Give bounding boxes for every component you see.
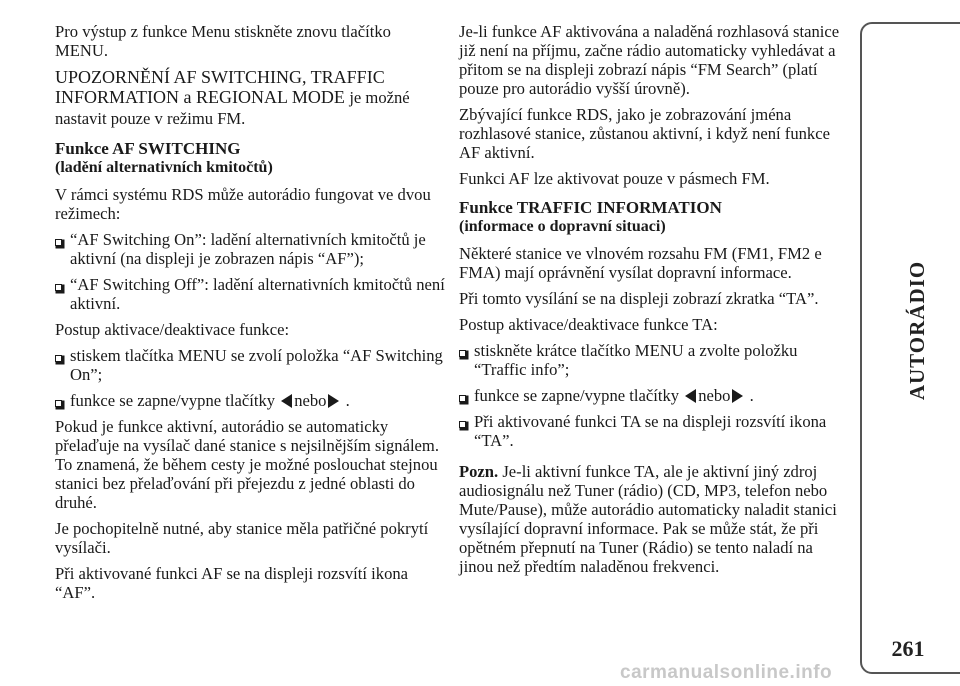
heading-title: Funkce AF SWITCHING: [55, 139, 241, 158]
right-triangle-icon: [328, 394, 339, 408]
section-tab-label: [898, 230, 938, 430]
checkbox-square-icon: [459, 345, 469, 355]
checkbox-square-icon: [459, 416, 469, 426]
right-triangle-icon: [732, 389, 743, 403]
list-item-end: .: [749, 386, 754, 405]
list-item: [55, 275, 447, 313]
ta-display-paragraph: Při tomto vysílání se na displeji zobrazí zkratka “TA”.: [459, 289, 819, 308]
list-item: [459, 412, 844, 450]
list-item: [459, 386, 844, 405]
traffic-info-heading: [459, 198, 844, 236]
checkbox-square-icon: [55, 234, 65, 244]
coverage-paragraph: Je pochopitelně nutné, aby stanice měla patřičné pokrytí vysílači.: [55, 519, 429, 557]
note-text: Je-li aktivní funkce TA, ale je aktivní jiný zdroj audiosignálu než Tuner (rádio) (CD, MP3, telefon nebo Mute/Pause), může autorádio automaticky naladit stanici vysílající dopravní informace. Pak se může stát, že při opětném přepnutí na Tuner (Rádio) se tento naladí na jinou než předtím naladěnou frekvenci.: [459, 462, 837, 576]
left-column: [55, 22, 447, 609]
list-item-text: stiskněte krátce tlačítko MENU a zvolte položku “Traffic info”;: [474, 341, 798, 379]
heading-subtitle: (informace o dopravní situaci): [459, 218, 666, 235]
or-text: nebo: [294, 391, 327, 410]
checkbox-square-icon: [55, 279, 65, 289]
rds-remaining-paragraph: Zbývající funkce RDS, jako je zobrazování jména rozhlasové stanice, zůstanou aktivní, i když není funkce AF aktivní.: [459, 105, 830, 162]
watermark: carmanualsonline.info: [620, 662, 833, 683]
list-item-text: “AF Switching On”: ladění alternativních kmitočtů je aktivní (na displeji je zobrazen nápis “AF”);: [70, 230, 426, 268]
ta-procedure-paragraph: Postup aktivace/deaktivace funkce TA:: [459, 315, 718, 334]
auto-retune-paragraph: Pokud je funkce aktivní, autorádio se automaticky přelaďuje na vysílač dané stanice s nejsilnějším signálem. To znamená, že během cesty je možné poslouchat stejnou stanici bez přelaďování při přejezdu z jedné oblasti do druhé.: [55, 417, 439, 512]
list-item-text: funkce se zapne/vypne tlačítky: [70, 391, 276, 410]
checkbox-square-icon: [459, 390, 469, 400]
af-icon-paragraph: Při aktivované funkci AF se na displeji rozsvítí ikona “AF”.: [55, 564, 409, 602]
stations-paragraph: Některé stanice ve vlnovém rozsahu FM (FM1, FM2 e FMA) mají oprávnění vysílat dopravní informace.: [459, 244, 822, 282]
page-number: 261: [891, 636, 925, 661]
list-item: [55, 346, 447, 384]
fm-search-paragraph: Je-li funkce AF aktivována a naladěná rozhlasová stanice již není na příjmu, začne rádio automaticky vyhledávat a přitom se na displeji zobrazí nápis “FM Search” (platí pouze pro autorádio vyšší úrovně).: [459, 22, 840, 98]
list-item-text: funkce se zapne/vypne tlačítky: [474, 386, 680, 405]
right-column: [459, 22, 844, 583]
left-triangle-icon: [281, 394, 292, 408]
procedure-paragraph: Postup aktivace/deaktivace funkce:: [55, 320, 290, 339]
note-label: Pozn.: [459, 462, 499, 481]
section-tab-text: AUTORÁDIO: [905, 260, 930, 400]
list-item-end: .: [345, 391, 350, 410]
heading-title: Funkce TRAFFIC INFORMATION: [459, 198, 722, 217]
list-item: [55, 230, 447, 268]
af-fm-only-paragraph: Funkci AF lze aktivovat pouze v pásmech FM.: [459, 169, 770, 188]
exit-menu-paragraph: Pro výstup z funkce Menu stiskněte znovu tlačítko MENU.: [55, 22, 391, 60]
list-item: [55, 391, 447, 410]
af-switching-heading: [55, 139, 447, 177]
list-item-text: Při aktivované funkci TA se na displeji rozsvítí ikona “TA”.: [474, 412, 827, 450]
warning-rest: je možné nastavit pouze v režimu FM.: [55, 88, 410, 128]
warning-caps: UPOZORNĚNÍ AF SWITCHING, TRAFFIC INFORMATION a REGIONAL MODE: [55, 67, 385, 107]
left-triangle-icon: [685, 389, 696, 403]
or-text: nebo: [698, 386, 731, 405]
list-item-text: stiskem tlačítka MENU se zvolí položka “AF Switching On”;: [70, 346, 443, 384]
list-item-text: “AF Switching Off”: ladění alternativních kmitočtů není aktivní.: [70, 275, 445, 313]
checkbox-square-icon: [55, 350, 65, 360]
rds-modes-paragraph: V rámci systému RDS může autorádio fungovat ve dvou režimech:: [55, 185, 431, 223]
warning-paragraph: [55, 67, 447, 129]
note-paragraph: [459, 462, 844, 576]
heading-subtitle: (ladění alternativních kmitočtů): [55, 159, 273, 176]
list-item: [459, 341, 844, 379]
checkbox-square-icon: [55, 395, 65, 405]
